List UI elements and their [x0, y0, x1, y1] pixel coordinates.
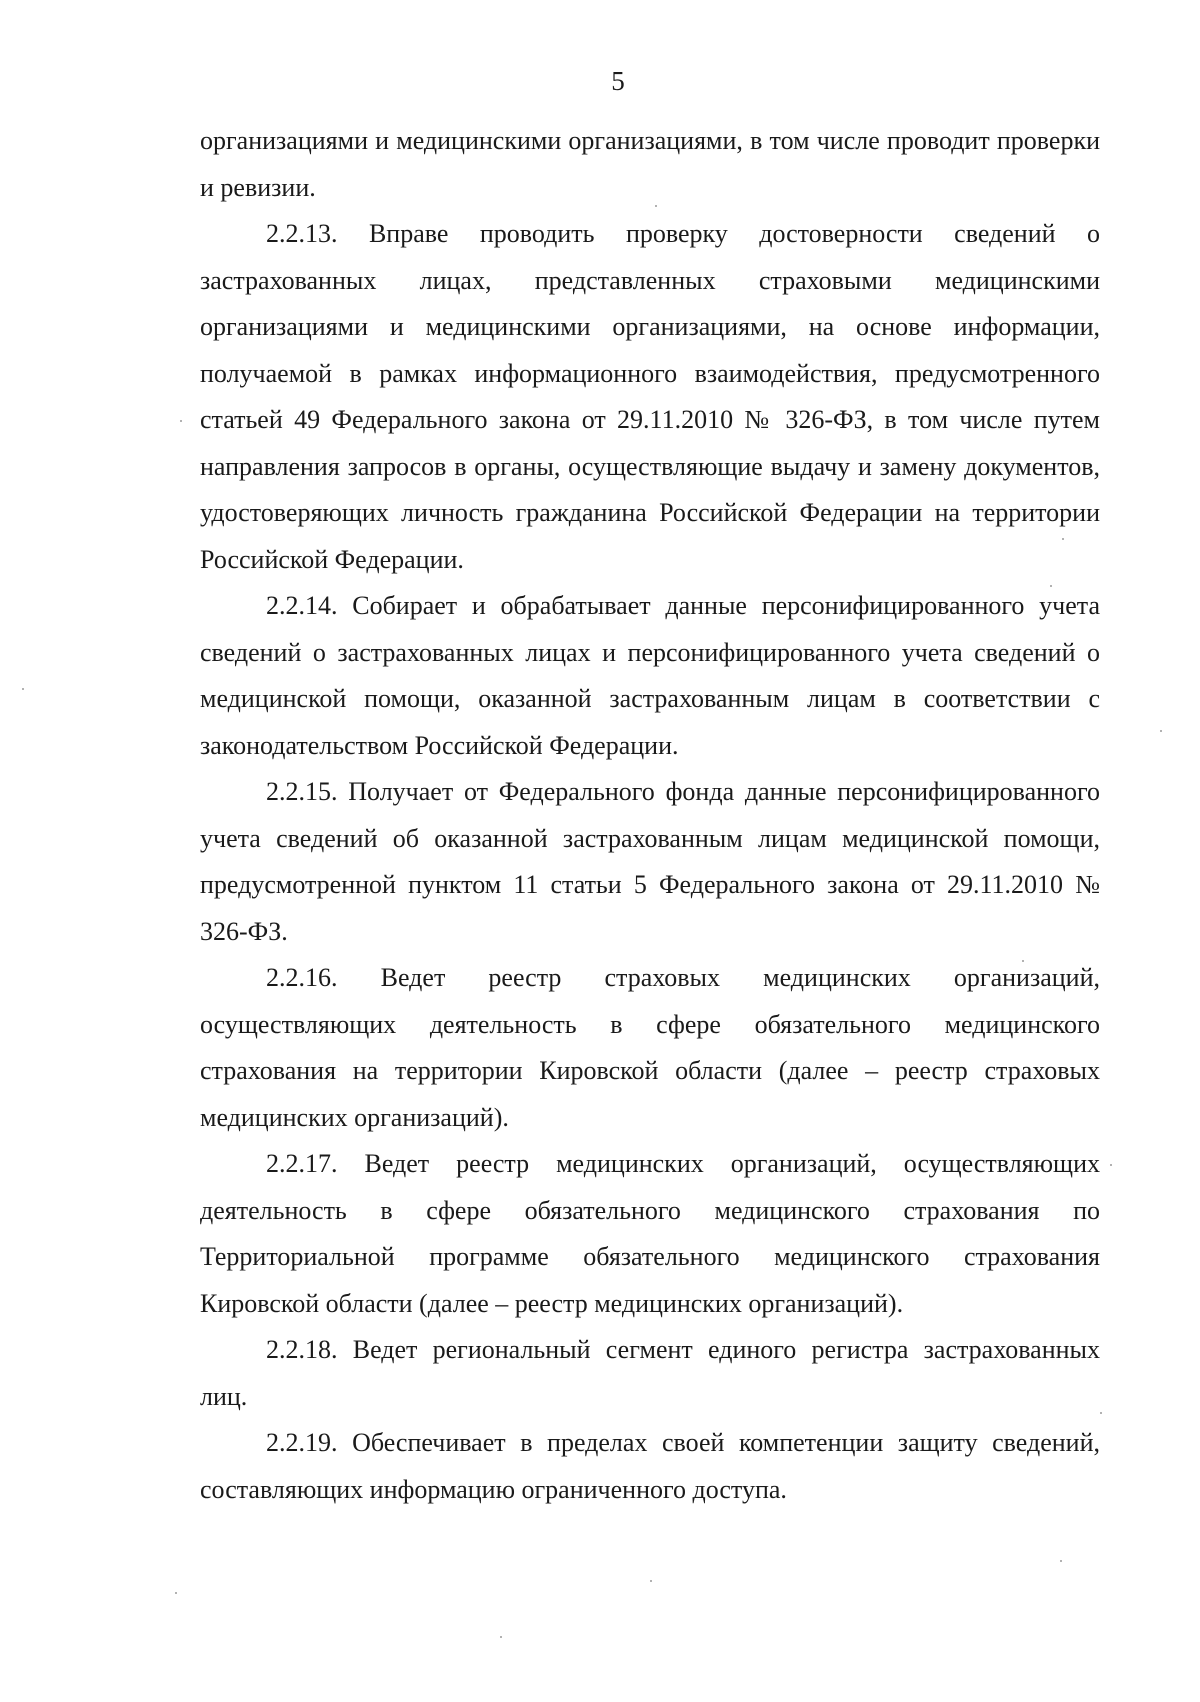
paragraph-continuation: организациями и медицинскими организациями, в том числе проводит проверки и ревизии.	[200, 126, 1100, 202]
scan-speck	[1050, 585, 1052, 587]
scan-speck	[655, 205, 657, 207]
scan-speck	[1100, 1412, 1102, 1414]
paragraph-2-2-19: 2.2.19. Обеспечивает в пределах своей компетенции защиту сведений, составляющих информацию ограниченного доступа.	[200, 1428, 1100, 1504]
scan-speck	[180, 420, 182, 422]
scan-speck	[500, 1636, 502, 1638]
paragraph-2-2-17: 2.2.17. Ведет реестр медицинских организаций, осуществляющих деятельность в сфере обязательного медицинского страхования по Территориальной программе обязательного медицинского страхования Кировской области (далее – реестр медицинских организаций).	[200, 1149, 1100, 1318]
page-number: 5	[611, 66, 625, 96]
paragraph-2-2-16: 2.2.16. Ведет реестр страховых медицинских организаций, осуществляющих деятельность в сфере обязательного медицинского страхования на территории Кировской области (далее – реестр страховых медицинских организаций).	[200, 963, 1100, 1132]
document-body	[200, 118, 1100, 1513]
scan-speck	[22, 688, 24, 690]
scan-speck	[1060, 1560, 1062, 1562]
scan-speck	[1110, 1164, 1112, 1166]
scan-speck	[650, 1580, 652, 1582]
paragraph-2-2-15: 2.2.15. Получает от Федерального фонда данные персонифицированного учета сведений об оказанной застрахованным лицам медицинской помощи, предусмотренной пунктом 11 статьи 5 Федерального закона от 29.11.2010 № 326-ФЗ.	[200, 777, 1100, 946]
scan-speck	[1160, 730, 1162, 732]
paragraph-2-2-14: 2.2.14. Собирает и обрабатывает данные персонифицированного учета сведений о застрахованных лицах и персонифицированного учета сведений о медицинской помощи, оказанной застрахованным лицам в соответствии с законодательством Российской Федерации.	[200, 591, 1100, 760]
scan-speck	[1022, 960, 1024, 962]
paragraph-2-2-13: 2.2.13. Вправе проводить проверку достоверности сведений о застрахованных лицах, представленных страховыми медицинскими организациями и медицинскими организациями, на основе информации, получаемой в рамках информационного взаимодействия, предусмотренного статьей 49 Федерального закона от 29.11.2010 № 326-ФЗ, в том числе путем направления запросов в органы, осуществляющие выдачу и замену документов, удостоверяющих личность гражданина Российской Федерации на территории Российской Федерации.	[200, 219, 1100, 574]
paragraph-2-2-18: 2.2.18. Ведет региональный сегмент единого регистра застрахованных лиц.	[200, 1335, 1100, 1411]
scan-speck	[175, 1592, 177, 1594]
scan-speck	[1062, 538, 1064, 540]
